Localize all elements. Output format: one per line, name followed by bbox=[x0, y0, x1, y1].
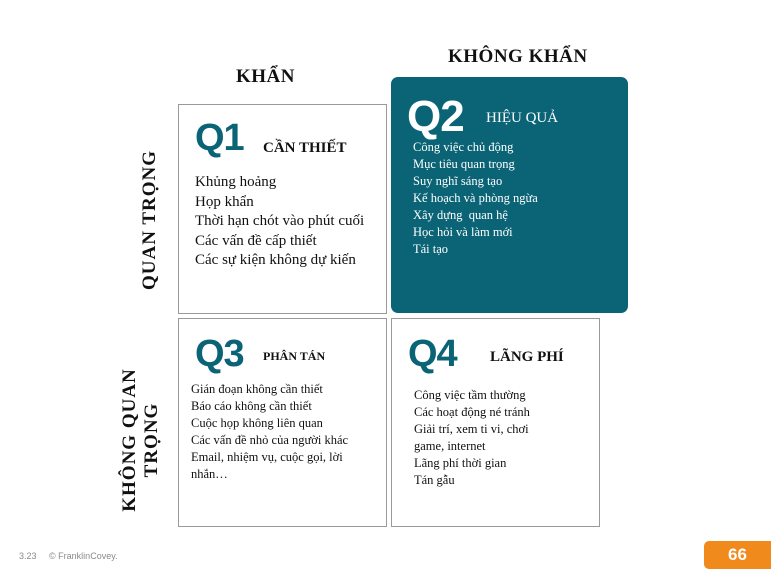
list-item: Cuộc họp không liên quan bbox=[191, 416, 323, 430]
list-item: Thời hạn chót vào phút cuối bbox=[195, 213, 365, 230]
list-item: Email, nhiệm vụ, cuộc gọi, lời nhắn… bbox=[191, 450, 343, 481]
quadrant-item-list bbox=[413, 139, 618, 258]
list-item: Mục tiêu quan trọng bbox=[413, 157, 515, 171]
list-item: Học hỏi và làm mới bbox=[413, 225, 513, 239]
row-label-important-text: QUAN TRỌNG bbox=[139, 149, 160, 291]
quadrant-number: Q3 bbox=[195, 333, 244, 375]
list-item: Các vấn đề cấp thiết bbox=[195, 232, 317, 249]
row-label-important bbox=[139, 125, 161, 315]
row-label-not-important bbox=[119, 345, 163, 535]
list-item: Gián đoạn không cần thiết bbox=[191, 382, 323, 396]
quadrant-name: PHÂN TÁN bbox=[263, 349, 326, 363]
quadrant-q3 bbox=[178, 318, 387, 527]
list-item: Các sự kiện không dự kiến bbox=[195, 252, 356, 269]
header-urgent: KHẨN bbox=[236, 66, 295, 87]
list-item: Tán gẫu bbox=[414, 473, 455, 487]
list-item: Báo cáo không cần thiết bbox=[191, 399, 312, 413]
list-item: Khủng hoảng bbox=[195, 174, 277, 190]
quadrant-name: HIỆU QUẢ bbox=[486, 110, 559, 126]
list-item: Suy nghĩ sáng tạo bbox=[413, 174, 503, 188]
list-item: Công việc chủ động bbox=[413, 140, 514, 154]
quadrant-q1 bbox=[178, 104, 387, 314]
quadrant-item-list bbox=[195, 173, 375, 271]
quadrant-name: LÃNG PHÍ bbox=[490, 349, 564, 365]
list-item: Kế hoạch và phòng ngừa bbox=[413, 191, 538, 205]
row-label-not-important-line2: TRỌNG bbox=[141, 402, 162, 478]
copyright: © FranklinCovey. bbox=[49, 551, 118, 561]
slide-code: 3.23 bbox=[19, 551, 37, 561]
quadrant-name: CẦN THIẾT bbox=[263, 140, 347, 156]
list-item: Công việc tầm thường bbox=[414, 388, 526, 402]
quadrant-number: Q1 bbox=[195, 117, 244, 159]
quadrant-number: Q4 bbox=[408, 333, 457, 375]
list-item: Các hoạt động né tránh bbox=[414, 405, 530, 419]
row-label-not-important-line1: KHÔNG QUAN bbox=[119, 368, 140, 512]
quadrant-number: Q2 bbox=[407, 92, 464, 141]
list-item: Xây dựng quan hệ bbox=[413, 208, 508, 222]
list-item: Lãng phí thời gian bbox=[414, 456, 507, 470]
list-item: Các vấn đề nhỏ của người khác bbox=[191, 433, 349, 447]
footer-credit bbox=[19, 551, 128, 561]
page-number-badge: 66 bbox=[704, 541, 771, 569]
quadrant-item-list bbox=[191, 381, 381, 483]
list-item: Giải trí, xem ti vi, chơi game, internet bbox=[414, 422, 529, 453]
list-item: Tái tạo bbox=[413, 242, 449, 256]
list-item: Họp khẩn bbox=[195, 193, 254, 210]
header-not-urgent: KHÔNG KHẨN bbox=[448, 46, 588, 67]
quadrant-q2 bbox=[391, 77, 628, 313]
quadrant-q4 bbox=[391, 318, 600, 527]
quadrant-item-list bbox=[414, 387, 554, 489]
